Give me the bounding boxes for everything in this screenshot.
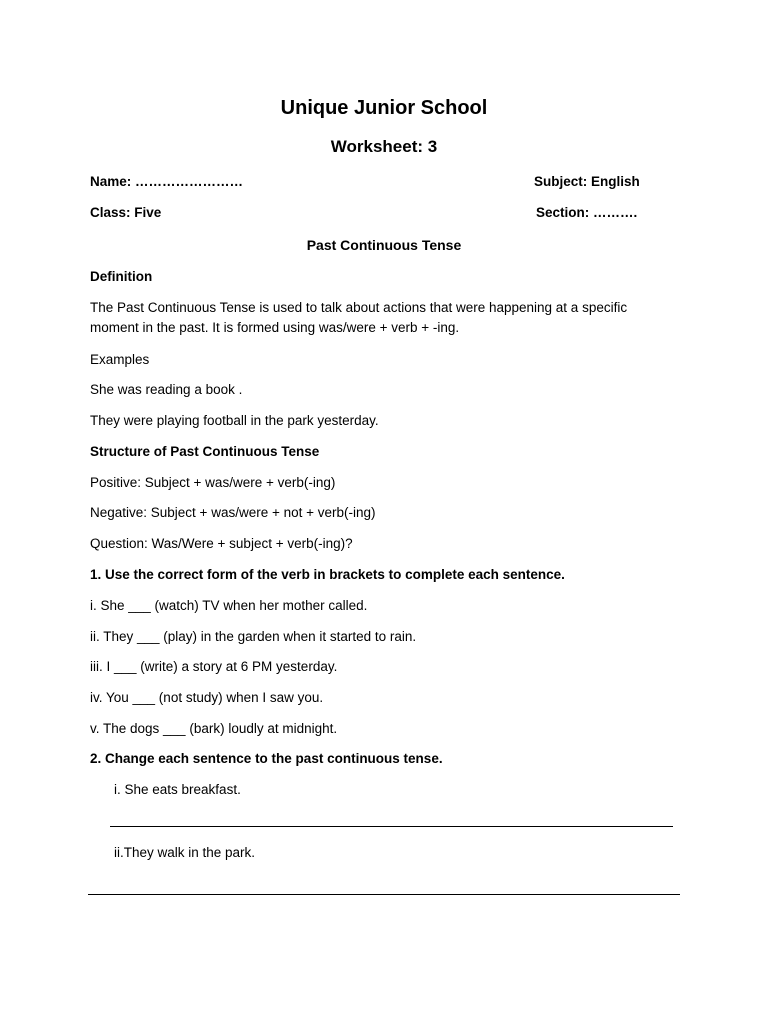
exercise1-item: ii. They ___ (play) in the garden when it started to rain. bbox=[90, 629, 417, 644]
structure-question: Question: Was/Were + subject + verb(-ing)? bbox=[90, 536, 353, 551]
name-field: Name: …………………… bbox=[90, 174, 244, 189]
example-item: She was reading a book . bbox=[90, 382, 243, 397]
topic-title: Past Continuous Tense bbox=[306, 237, 462, 253]
structure-heading: Structure of Past Continuous Tense bbox=[90, 444, 320, 459]
exercise1-item: iv. You ___ (not study) when I saw you. bbox=[90, 690, 324, 705]
examples-heading: Examples bbox=[90, 352, 150, 367]
subject-field: Subject: English bbox=[534, 174, 640, 189]
worksheet-title: Worksheet: 3 bbox=[330, 137, 438, 156]
structure-negative: Negative: Subject + was/were + not + verb(-ing) bbox=[90, 505, 376, 520]
school-title: Unique Junior School bbox=[280, 97, 488, 119]
answer-line bbox=[110, 826, 673, 827]
exercise1-item: iii. I ___ (write) a story at 6 PM yesterday. bbox=[90, 659, 338, 674]
exercise2-item: ii.They walk in the park. bbox=[114, 845, 256, 860]
class-field: Class: Five bbox=[90, 205, 162, 220]
exercise1-item: i. She ___ (watch) TV when her mother called. bbox=[90, 598, 368, 613]
section-field: Section: ………. bbox=[536, 205, 638, 220]
example-item: They were playing football in the park yesterday. bbox=[90, 413, 379, 428]
definition-text: The Past Continuous Tense is used to talk about actions that were happening at a specific moment in the past. It is formed using was/were + verb + -ing. bbox=[90, 300, 628, 335]
definition-heading: Definition bbox=[90, 269, 153, 284]
structure-positive: Positive: Subject + was/were + verb(-ing) bbox=[90, 475, 336, 490]
exercise1-heading: 1. Use the correct form of the verb in brackets to complete each sentence. bbox=[90, 567, 565, 582]
exercise2-item: i. She eats breakfast. bbox=[114, 782, 241, 797]
exercise1-item: v. The dogs ___ (bark) loudly at midnight. bbox=[90, 721, 338, 736]
exercise2-heading: 2. Change each sentence to the past continuous tense. bbox=[90, 751, 443, 766]
answer-line bbox=[88, 894, 680, 895]
